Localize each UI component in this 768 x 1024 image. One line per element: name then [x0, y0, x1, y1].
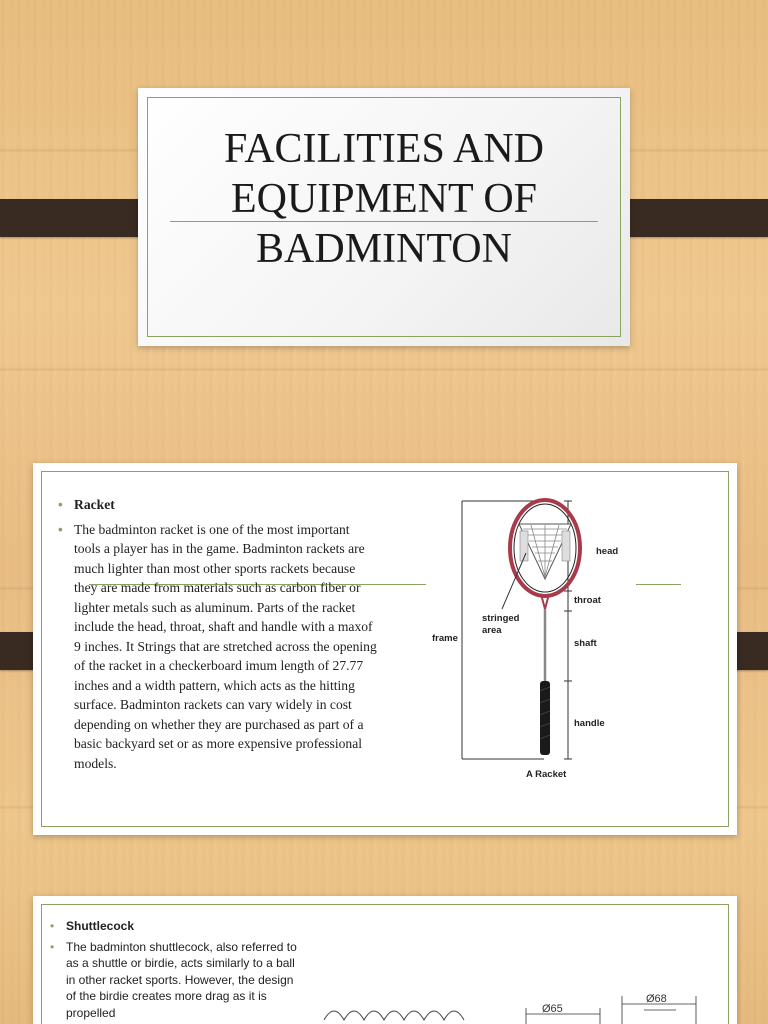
title-line-2: EQUIPMENT OF	[230, 176, 538, 222]
title-line-3: BADMINTON	[256, 226, 512, 272]
bullet-item	[50, 918, 300, 935]
decorative-bar-left-1	[0, 199, 156, 237]
bullet-item	[58, 495, 378, 515]
bullet-icon: •	[50, 919, 55, 933]
racket-bullet-list	[58, 495, 378, 778]
label-shaft: shaft	[574, 638, 597, 649]
label-frame: frame	[432, 633, 458, 644]
racket-diagram	[426, 491, 636, 785]
label-throat: throat	[574, 595, 601, 606]
bullet-item	[58, 520, 378, 774]
bullet-icon: •	[58, 521, 63, 537]
bullet-icon: •	[58, 497, 63, 512]
shuttlecock-heading: Shuttlecock	[66, 919, 135, 933]
shuttlecock-diagram	[304, 988, 724, 1024]
title-slide	[138, 88, 630, 346]
dimension-label-2: Ø68	[646, 993, 667, 1005]
racket-body: The badminton racket is one of the most important tools a player has in the game. Badminton rackets are much lighter than most other sports rackets because they are made from materials such as carbon fiber or lighter metals such as aluminum. Parts of the racket include the head, throat, shaft and handle with a maxof 9 inches. It Strings that are stretched across the opening of the racket in a checkerboard imum length of 27.77 inches and a width pattern, which acts as the hitting surface. Badminton rackets can vary widely in cost depending on whether they are purchased as part of a basic backyard set or as more expensive professional models.	[74, 521, 377, 771]
bullet-icon: •	[50, 939, 55, 954]
label-handle: handle	[574, 718, 605, 729]
page-title	[138, 124, 630, 274]
shuttlecock-bullet-list	[50, 918, 300, 1024]
figure-caption: A Racket	[526, 769, 567, 780]
bullet-item	[50, 939, 300, 1022]
dimension-label-1: Ø65	[542, 1003, 563, 1015]
racket-heading: Racket	[74, 497, 115, 512]
shuttlecock-body: The badminton shuttlecock, also referred to as a shuttle or birdie, acts similarly to a ball in other racket sports. However, the design of the birdie creates more drag as it is propelled	[66, 939, 297, 1020]
label-area: area	[482, 625, 502, 636]
label-head: head	[596, 546, 619, 557]
label-stringed: stringed	[482, 613, 520, 624]
title-line-1: FACILITIES AND	[223, 126, 545, 172]
decorative-bar-right-1	[613, 199, 768, 237]
